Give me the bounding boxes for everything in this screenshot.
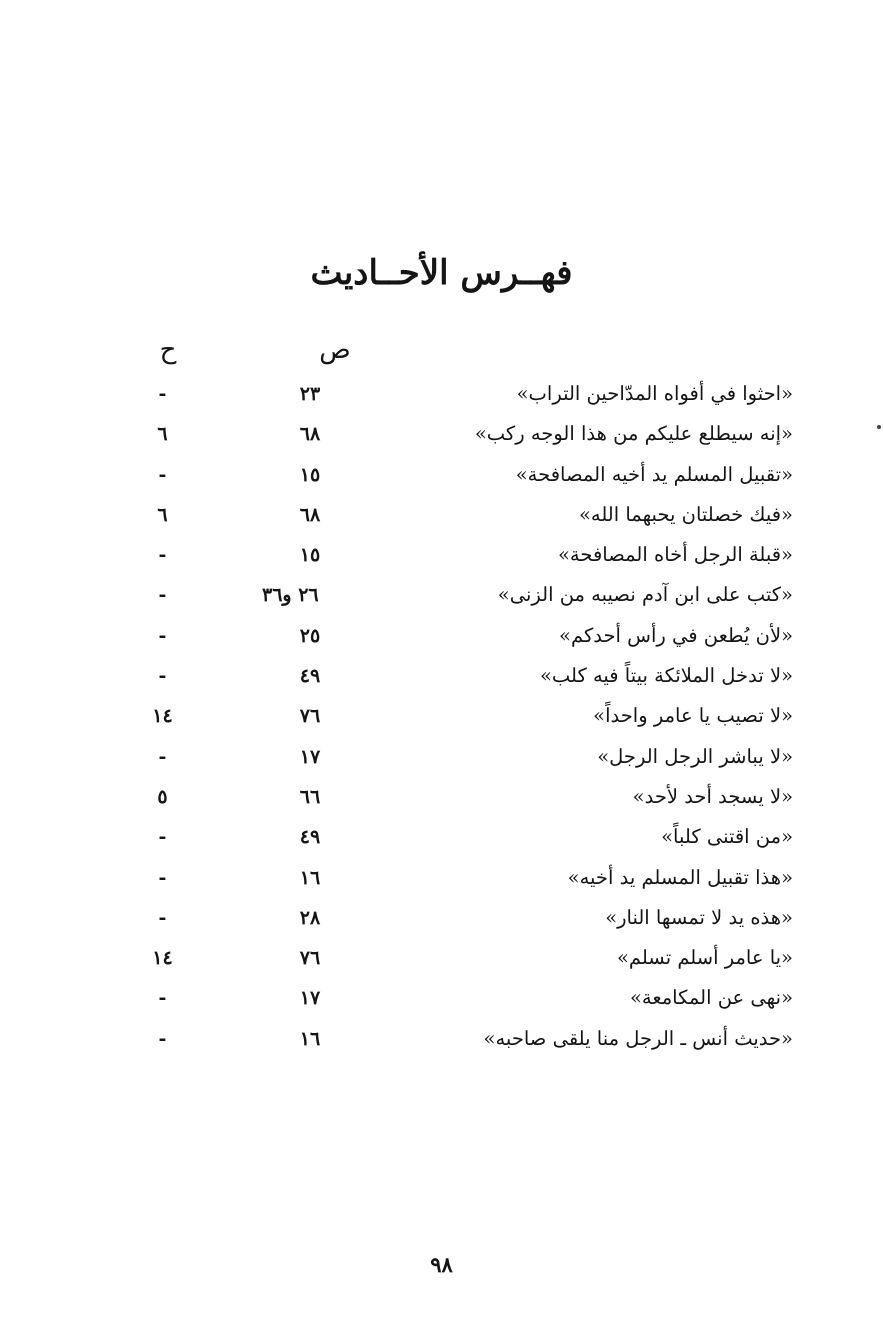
index-row: [0, 454, 883, 494]
index-row: [0, 736, 883, 776]
page-reference: ١٧: [299, 745, 321, 768]
hadith-number: ٥: [157, 785, 168, 808]
hadith-text: «إنه سيطلع عليكم من هذا الوجه ركب»: [474, 422, 793, 446]
hadith-text: «هذه يد لا تمسها النار»: [605, 905, 793, 929]
hadith-text: «كتب على ابن آدم نصيبه من الزنى»: [497, 583, 793, 607]
page-reference: ٦٨: [299, 503, 321, 526]
hadith-text: «نهى عن المكامعة»: [629, 986, 793, 1010]
hadith-number: -: [158, 584, 167, 607]
index-row: [0, 1018, 883, 1058]
hadith-number: ١٤: [152, 705, 173, 728]
index-row: [0, 615, 883, 655]
page-reference: ٢٦ و٣٦: [262, 584, 319, 607]
hadith-number: -: [158, 665, 167, 688]
index-row: [0, 816, 883, 856]
index-row: [0, 897, 883, 937]
page-reference: ٢٣: [299, 383, 321, 405]
hadith-number: -: [158, 1027, 167, 1050]
hadith-index-list: [0, 373, 883, 1058]
page-reference: ١٦: [299, 866, 321, 889]
hadith-number: -: [158, 745, 167, 768]
page-reference: ٦٦: [299, 785, 321, 808]
page-reference: ٧٦: [299, 705, 321, 728]
hadith-number: -: [158, 463, 167, 486]
margin-speck: [877, 425, 881, 429]
hadith-text: «هذا تقبيل المسلم يد أخيه»: [567, 865, 793, 889]
hadith-number: ٦: [157, 503, 168, 526]
page-title: فهــرس الأحــاديث: [310, 253, 573, 293]
page-reference: ١٦: [299, 1027, 321, 1050]
hadith-text: «لا تدخل الملائكة بيتاً فيه كلب»: [539, 664, 793, 688]
hadith-text: «فيك خصلتان يحبهما الله»: [578, 502, 793, 526]
hadith-number: -: [158, 906, 167, 929]
page-reference: ٢٥: [299, 624, 321, 647]
index-row: [0, 776, 883, 816]
hadith-number: ١٤: [152, 947, 173, 970]
page-number: ٩٨: [430, 1252, 453, 1277]
page-reference: ٦٨: [299, 423, 321, 446]
page-reference: ١٥: [299, 544, 321, 567]
hadith-text: «يا عامر أسلم تسلم»: [616, 946, 793, 970]
page-column-header: ص: [319, 335, 351, 365]
page-reference: ١٧: [299, 987, 321, 1010]
hadith-text: «تقبيل المسلم يد أخيه المصافحة»: [515, 462, 793, 486]
index-row: [0, 373, 883, 413]
hadith-number: ٦: [157, 423, 168, 446]
index-row: [0, 695, 883, 735]
page-reference: ١٥: [299, 463, 321, 486]
hadith-text: «لا يباشر الرجل الرجل»: [597, 744, 793, 768]
hadith-number: -: [158, 826, 167, 849]
hadith-number: -: [158, 383, 167, 405]
hadith-text: «قبلة الرجل أخاه المصافحة»: [558, 543, 793, 567]
hadith-text: «لا تصيب يا عامر واحداً»: [593, 704, 793, 728]
page-reference: ٤٩: [299, 665, 321, 688]
hadith-text: «احثوا في أفواه المدّاحين التراب»: [516, 382, 793, 405]
hadith-number: -: [158, 866, 167, 889]
index-row: [0, 655, 883, 695]
hadith-number-column-header: ح: [159, 335, 177, 365]
index-row: [0, 857, 883, 897]
index-row: [0, 937, 883, 977]
hadith-text: «لا يسجد أحد لأحد»: [632, 784, 793, 808]
index-row: [0, 413, 883, 453]
page-reference: ٧٦: [299, 947, 321, 970]
index-row: [0, 977, 883, 1017]
hadith-number: -: [158, 544, 167, 567]
index-row: [0, 534, 883, 574]
page-reference: ٢٨: [299, 906, 321, 929]
index-row: [0, 574, 883, 614]
hadith-number: -: [158, 624, 167, 647]
hadith-text: «حديث أنس ـ الرجل منا يلقى صاحبه»: [483, 1026, 793, 1050]
index-row: [0, 494, 883, 534]
hadith-text: «لأن يُطعن في رأس أحدكم»: [559, 623, 793, 647]
hadith-text: «من اقتنى كلباً»: [661, 825, 793, 849]
hadith-number: -: [158, 987, 167, 1010]
page-reference: ٤٩: [299, 826, 321, 849]
